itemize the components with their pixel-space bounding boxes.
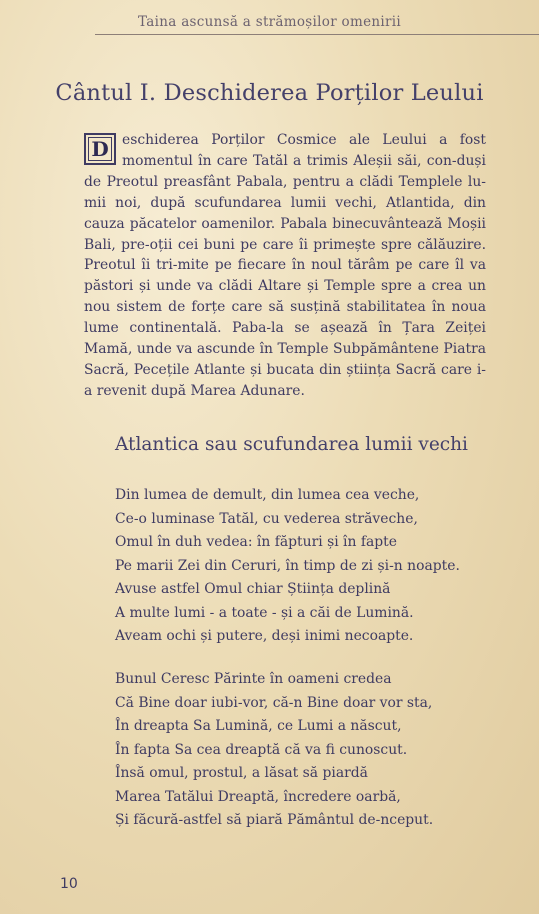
chapter-title: Cântul I. Deschiderea Porților Leului	[55, 80, 484, 106]
poem-line: Însă omul, prostul, a lăsat să piardă	[115, 765, 368, 781]
poem-line: Omul în duh vedea: în făpturi și în fapte	[115, 534, 397, 550]
poem-line: Din lumea de demult, din lumea cea veche,	[115, 487, 420, 503]
poem-line: Și făcură-astfel să piară Pământul de-nceput.	[115, 812, 434, 828]
poem-line: Avuse astfel Omul chiar Știința deplină	[115, 581, 391, 597]
poem-line: Aveam ochi și putere, deși inimi necoapte.	[115, 628, 414, 644]
poem-line: Că Bine doar iubi-vor, că-n Bine doar vor sta,	[115, 694, 433, 711]
poem-line: Ce-o luminase Tatăl, cu vederea străveche,	[115, 510, 418, 527]
drop-cap-letter: D	[88, 137, 112, 161]
chapter-body-text: eschiderea Porților Cosmice ale Leului a fost momentul în care Tatăl a trimis Aleșii săi, con-duși de Preotul preasfânt Pabala, pentru a clădi Templele lu-mii noi, după scufundarea lumii vechi, Atlantida, din cauza păcatelor oamenilor. Pabala binecuvântează Moșii Bali, pre-oții cei buni pe care îi primește spre călăuzire. Preotul îi tri-mite pe fiecare în noul tărâm pe care îl va păstori și unde va clădi Altare și Temple spre a crea un nou sistem de forțe care să susțină stabilitatea în noua lume continentală. Paba-la se așează în Țara Zeiței Mamă, unde va ascunde în Temple Subpământene Piatra Sacră, Pecețile Atlante și bucata din știința Sacră care i-a revenit după Marea Adunare.	[84, 132, 486, 399]
poem-line: În dreapta Sa Lumină, ce Lumi a născut,	[115, 718, 402, 734]
chapter-body	[84, 130, 486, 402]
poem-line: Marea Tatălui Dreaptă, încredere oarbă,	[115, 788, 401, 805]
poem-stanza-2	[115, 668, 515, 833]
header-rule	[95, 34, 539, 35]
poem-line: A multe lumi - a toate - și a căi de Lumină.	[115, 604, 414, 621]
poem-line: În fapta Sa cea dreaptă că va fi cunoscut.	[115, 741, 408, 758]
drop-cap-ornament	[84, 133, 116, 165]
poem-stanza-1	[115, 484, 515, 649]
poem-line: Pe marii Zei din Ceruri, în timp de zi și-n noapte.	[115, 557, 460, 574]
running-head: Taina ascunsă a strămoșilor omenirii	[138, 14, 401, 30]
poem-title: Atlantica sau scufundarea lumii vechi	[115, 434, 468, 455]
page-number: 10	[60, 876, 78, 892]
poem-line: Bunul Ceresc Părinte în oameni credea	[115, 671, 392, 687]
